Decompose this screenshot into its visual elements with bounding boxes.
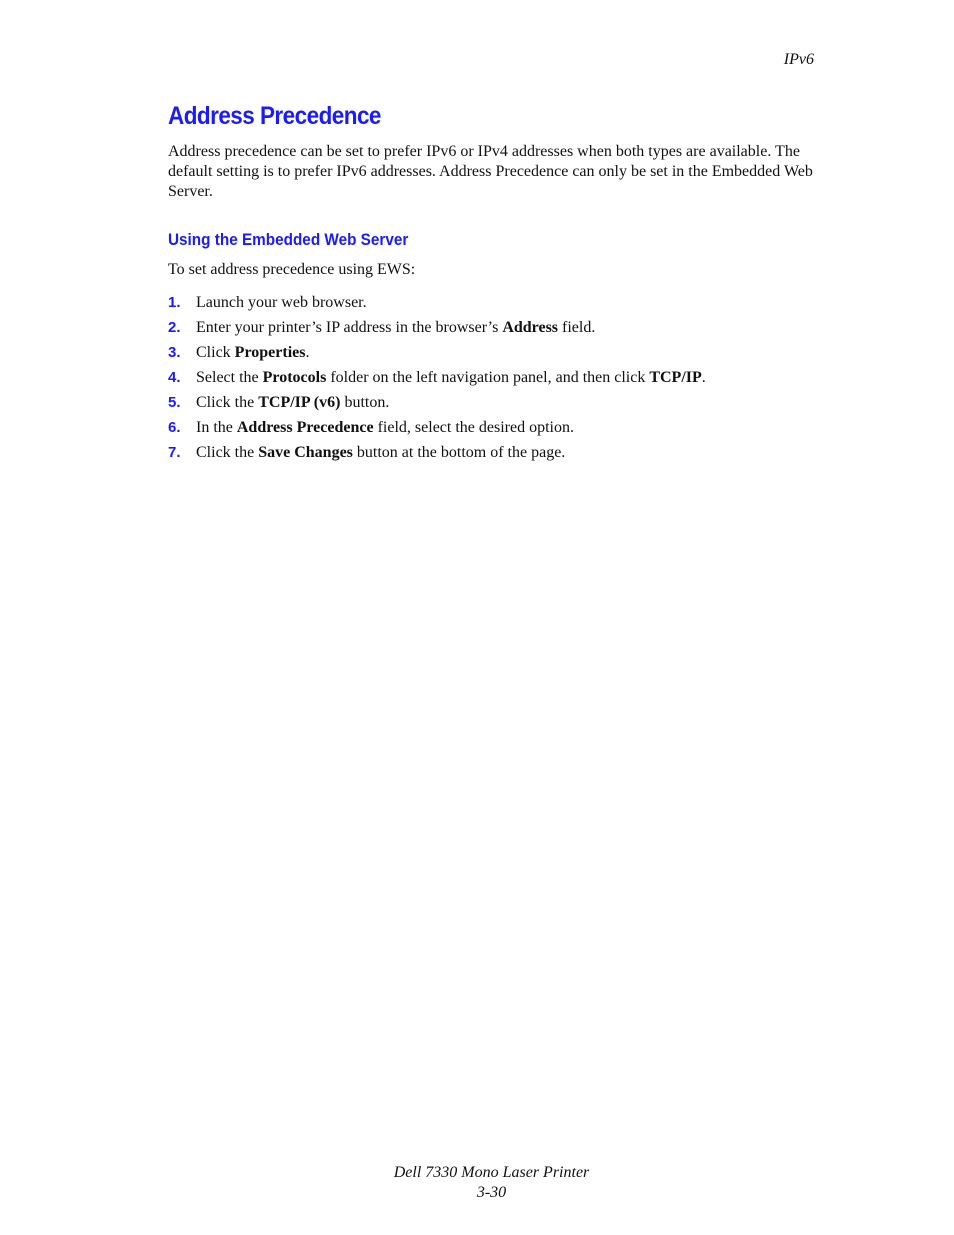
step-text-run: Launch your web browser. <box>196 294 367 311</box>
step-item <box>168 390 818 415</box>
main-content <box>168 102 818 465</box>
step-text <box>196 315 595 340</box>
step-emphasis: Protocols <box>262 369 327 386</box>
step-emphasis: TCP/IP (v6) <box>258 394 341 411</box>
step-text-run: Select the <box>196 369 263 386</box>
step-number: 6. <box>168 419 181 436</box>
step-text-run: button at the bottom of the page. <box>352 444 566 461</box>
step-text <box>196 415 574 440</box>
step-text <box>196 390 389 415</box>
step-text-run: . <box>305 344 310 361</box>
footer-page-number: 3-30 <box>476 1184 507 1201</box>
step-text-run: field, select the desired option. <box>373 419 574 436</box>
step-text-run: . <box>701 369 706 386</box>
step-emphasis: Address <box>502 319 559 336</box>
section-title: Address Precedence <box>168 102 381 130</box>
section-paragraph: Address precedence can be set to prefer IPv6 or IPv4 addresses when both types are available. The default setting is to prefer IPv6 addresses. Address Precedence can only be set in the Embedded Web Server. <box>168 143 813 200</box>
step-text-run: Click the <box>196 444 259 461</box>
step-list <box>168 290 818 465</box>
step-number: 5. <box>168 394 181 411</box>
step-number: 1. <box>168 294 181 311</box>
running-header: IPv6 <box>783 51 814 68</box>
step-text <box>196 440 565 465</box>
step-item <box>168 340 818 365</box>
step-number: 4. <box>168 369 181 386</box>
footer-product-name: Dell 7330 Mono Laser Printer <box>393 1164 590 1181</box>
step-text-run: In the <box>196 419 237 436</box>
procedure-intro: To set address precedence using EWS: <box>168 261 416 278</box>
step-emphasis: Properties <box>234 344 306 361</box>
step-text-run: Click the <box>196 394 259 411</box>
step-text-run: folder on the left navigation panel, and then click <box>326 369 650 386</box>
step-item <box>168 290 818 315</box>
step-item <box>168 440 818 465</box>
step-text <box>196 340 309 365</box>
step-emphasis: TCP/IP <box>649 369 702 386</box>
step-item <box>168 415 818 440</box>
step-emphasis: Save Changes <box>258 444 353 461</box>
page-footer <box>0 1163 954 1203</box>
step-text-run: Enter your printer’s IP address in the browser’s <box>196 319 503 336</box>
step-item <box>168 365 818 390</box>
step-item <box>168 315 818 340</box>
step-emphasis: Address Precedence <box>236 419 374 436</box>
step-text-run: field. <box>558 319 596 336</box>
subsection-title: Using the Embedded Web Server <box>168 230 409 249</box>
step-number: 3. <box>168 344 181 361</box>
step-text <box>196 365 706 390</box>
step-text-run: Click <box>196 344 235 361</box>
step-text <box>196 290 367 315</box>
step-number: 2. <box>168 319 181 336</box>
step-number: 7. <box>168 444 181 461</box>
step-text-run: button. <box>340 394 390 411</box>
